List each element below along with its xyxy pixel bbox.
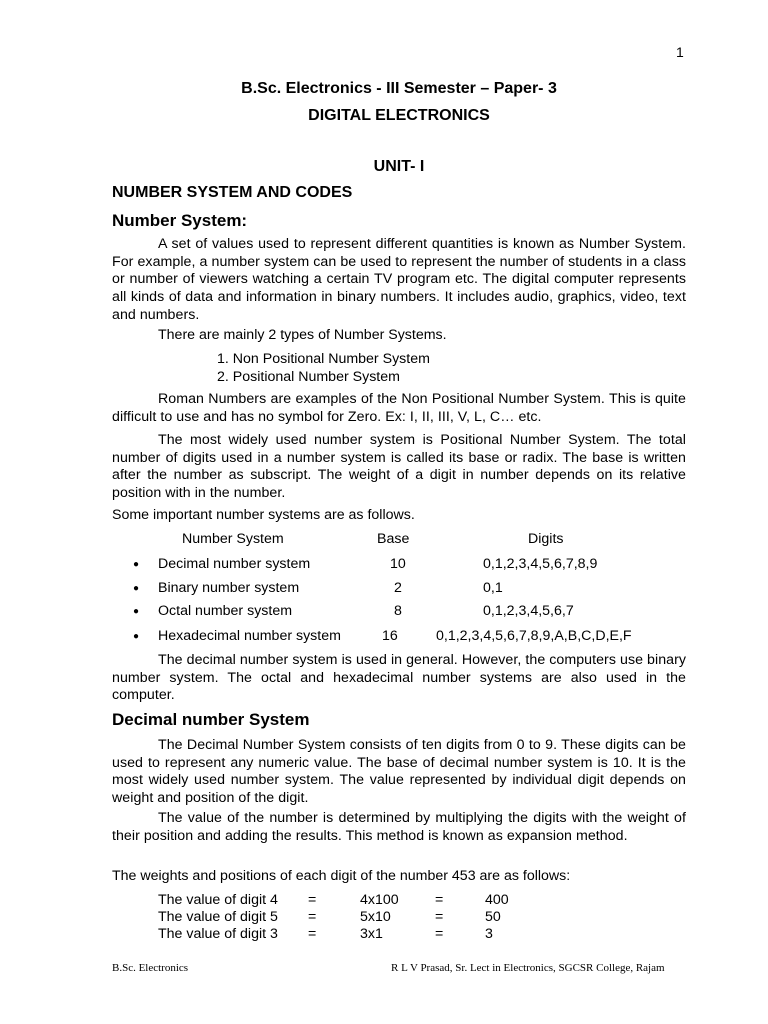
weight-label: The value of digit 3 [158,926,278,942]
weight-result: 50 [485,909,501,925]
row-name: Binary number system [158,580,300,596]
weight-expr: 3x1 [360,926,383,942]
number-system-para-2: Roman Numbers are examples of the Non Positional Number System. This is quite difficult to use and has no symbol for Zero. Ex: I, II, III, V, L, C… etc. [112,391,686,425]
table-header-base: Base [377,531,410,547]
type-item-1: 1. Non Positional Number System [217,351,430,367]
number-system-para-3: The most widely used number system is Positional Number System. The total number of digits used in a number system is called its base or radix. The base is written after the number as subscript. The weight of a digit in number depends on its relative position with in the number. [112,432,686,502]
bullet-icon: ● [133,606,140,617]
row-base: 10 [390,556,406,572]
weight-eq1: = [308,892,317,908]
weight-expr: 4x100 [360,892,399,908]
weight-result: 3 [485,926,493,942]
table-header-number-system: Number System [182,531,284,547]
number-system-heading: Number System: [112,211,248,230]
row-base: 16 [382,628,398,644]
row-base: 8 [394,603,402,619]
weight-result: 400 [485,892,509,908]
type-item-2: 2. Positional Number System [217,369,400,385]
row-digits: 0,1,2,3,4,5,6,7,8,9,A,B,C,D,E,F [436,628,632,644]
chapter-title: NUMBER SYSTEM AND CODES [112,184,353,201]
weight-label: The value of digit 5 [158,909,278,925]
table-intro: Some important number systems are as follows. [112,507,415,523]
row-name: Octal number system [158,603,293,619]
row-digits: 0,1,2,3,4,5,6,7 [483,603,574,619]
row-digits: 0,1,2,3,4,5,6,7,8,9 [483,556,598,572]
weight-label: The value of digit 4 [158,892,278,908]
table-header-digits: Digits [528,531,564,547]
weight-eq2: = [435,909,444,925]
row-name: Hexadecimal number system [158,628,341,644]
footer-left: B.Sc. Electronics [112,962,189,974]
weight-eq1: = [308,909,317,925]
row-base: 2 [394,580,402,596]
course-title: B.Sc. Electronics - III Semester – Paper- 3 [241,80,557,97]
decimal-para-2: The value of the number is determined by multiplying the digits with the weight of their position and adding the results. This method is known as expansion method. [112,810,686,844]
row-digits: 0,1 [483,580,503,596]
weight-eq2: = [435,926,444,942]
weight-expr: 5x10 [360,909,391,925]
types-intro: There are mainly 2 types of Number Systems. [158,327,447,343]
weight-eq1: = [308,926,317,942]
bullet-icon: ● [133,583,140,594]
number-system-para-1: A set of values used to represent different quantities is known as Number System. For example, a number system can be used to represent the number of students in a class or number of viewers watching a certain TV program etc. The digital computer represents all kinds of data and information in binary numbers. It includes audio, graphics, video, text and numbers. [112,236,686,323]
number-system-para-4: The decimal number system is used in general. However, the computers use binary number system. The octal and hexadecimal number systems are also used in the computer. [112,652,686,704]
unit-title: UNIT- I [373,158,425,175]
row-name: Decimal number system [158,556,311,572]
weight-eq2: = [435,892,444,908]
bullet-icon: ● [133,631,140,642]
bullet-icon: ● [133,559,140,570]
weights-intro: The weights and positions of each digit of the number 453 are as follows: [112,868,571,884]
page-number: 1 [676,44,684,60]
subject-title: DIGITAL ELECTRONICS [308,107,490,124]
decimal-heading: Decimal number System [112,710,310,729]
decimal-para-1: The Decimal Number System consists of ten digits from 0 to 9. These digits can be used to represent any numeric value. The base of decimal number system is 10. It is the most widely used number system. The value represented by individual digit depends on weight and position of the digit. [112,737,686,807]
footer-right: R L V Prasad, Sr. Lect in Electronics, SGCSR College, Rajam [391,962,665,974]
